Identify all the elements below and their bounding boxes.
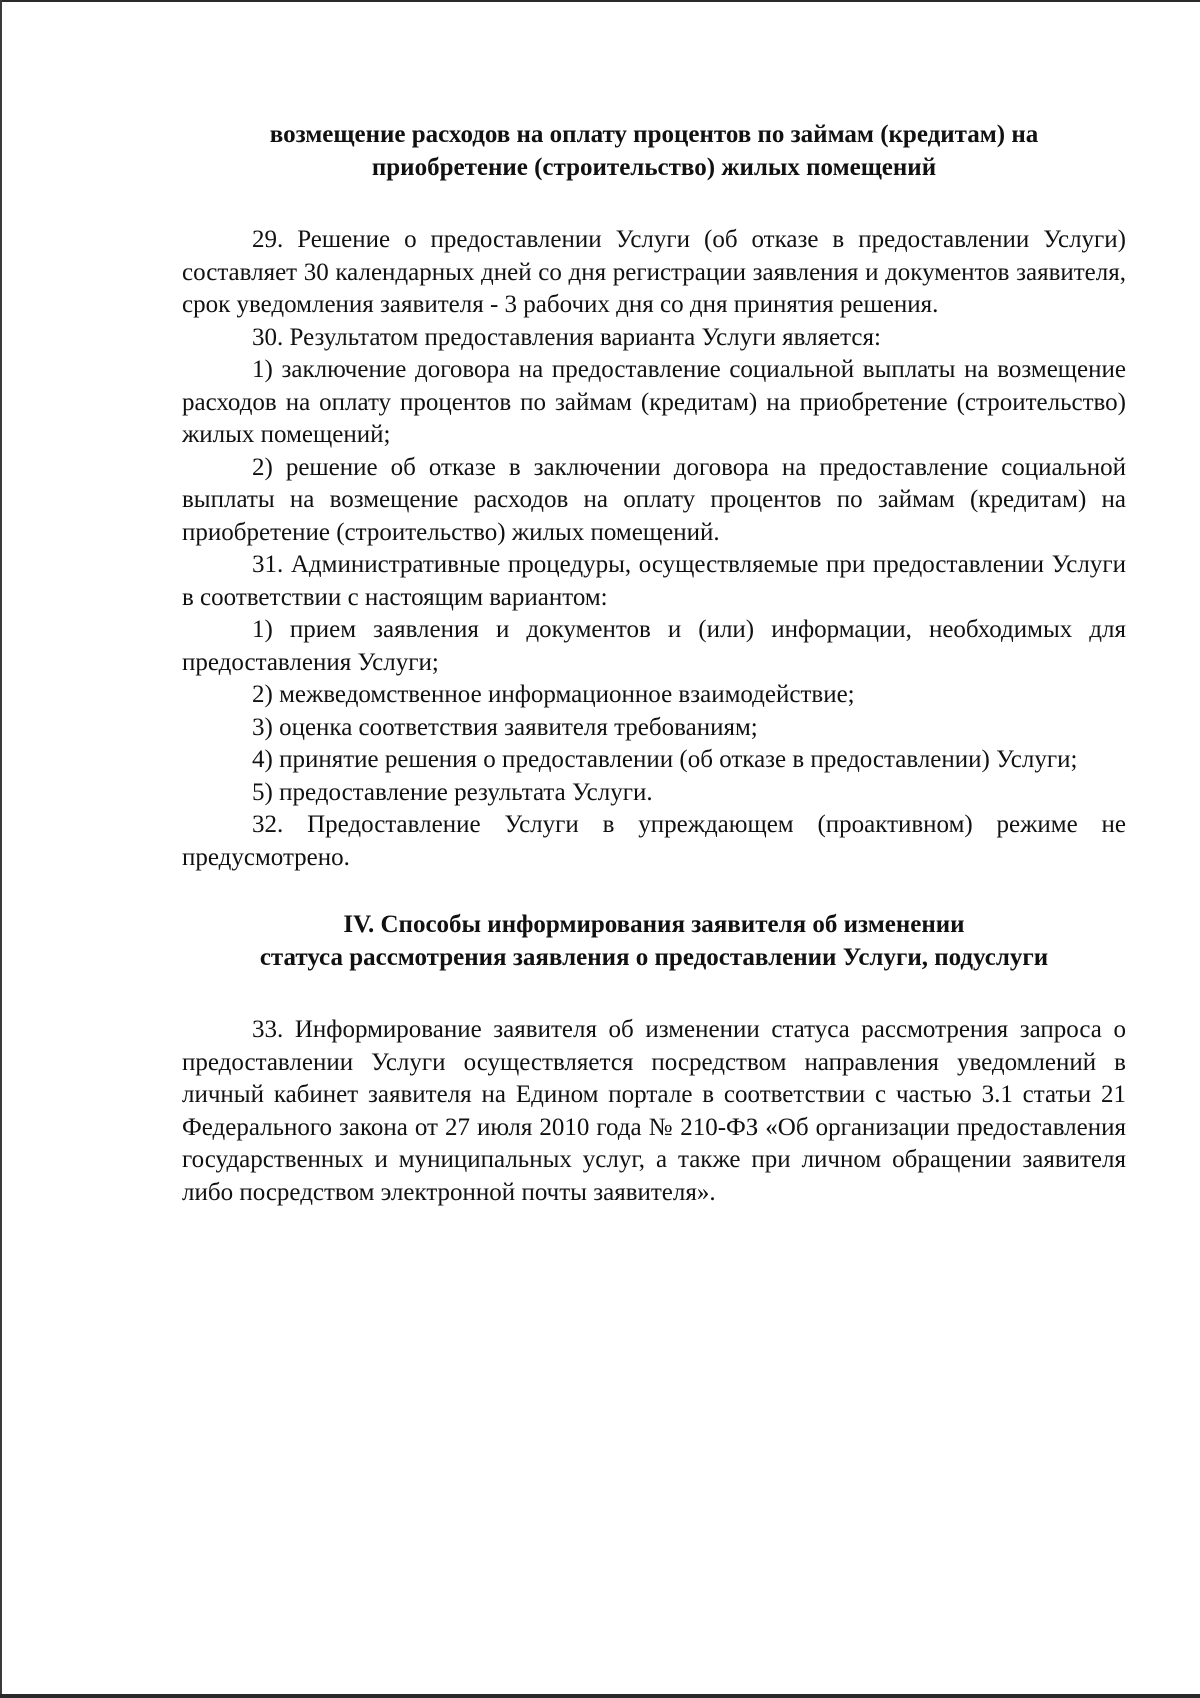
section-heading-payment-reimbursement (182, 118, 1126, 184)
spacer (182, 184, 1126, 224)
heading-line: приобретение (строительство) жилых помещений (371, 154, 937, 181)
paragraph-32: 32. Предоставление Услуги в упреждающем (проактивном) режиме не предусмотрено. (182, 811, 1126, 871)
heading-line: IV. Способы информирования заявителя об изменении (343, 911, 965, 938)
paragraph-30: 30. Результатом предоставления варианта Услуги является: (252, 323, 881, 351)
paragraph-31-item-2: 2) межведомственное информационное взаимодействие; (252, 681, 855, 708)
paragraph-30-item-2: 2) решение об отказе в заключении договора на предоставление социальной выплаты на возмещение расходов на оплату процентов по займам (кредитам) на приобретение (строительство) жилых помещений. (182, 453, 1126, 546)
spacer (182, 874, 1126, 908)
heading-line: статуса рассмотрения заявления о предоставлении Услуги, подуслуги (259, 944, 1049, 971)
section-body-1 (182, 224, 1126, 874)
paragraph-33: 33. Информирование заявителя об изменении статуса рассмотрения запроса о предоставлении Услуги осуществляется посредством направления уведомлений в личный кабинет заявителя на Едином портале в соответствии с частью 3.1 статьи 21 Федерального закона от 27 июля 2010 года № 210-ФЗ «Об организации предоставления государственных и муниципальных услуг, а также при личном обращении заявителя либо посредством электронной почты заявителя». (182, 1016, 1126, 1206)
paragraph-29: 29. Решение о предоставлении Услуги (об отказе в предоставлении Услуги) составляет 30 календарных дней со дня регистрации заявления и документов заявителя, срок уведомления заявителя - 3 рабочих дня со дня принятия решения. (182, 226, 1126, 318)
heading-line: возмещение расходов на оплату процентов по займам (кредитам) на (269, 121, 1039, 148)
scan-edge-top (0, 0, 1200, 2)
paragraph-31-item-4: 4) принятие решения о предоставлении (об отказе в предоставлении) Услуги; (252, 746, 1078, 773)
paragraph-31-item-3: 3) оценка соответствия заявителя требованиям; (252, 713, 758, 741)
scan-edge-bottom (0, 1694, 1200, 1698)
document-page (182, 118, 1126, 1209)
section-body-2 (182, 1014, 1126, 1209)
scan-edge-left (0, 0, 2, 1698)
paragraph-30-item-1: 1) заключение договора на предоставление социальной выплаты на возмещение расходов на оплату процентов по займам (кредитам) на приобретение (строительство) жилых помещений; (182, 356, 1126, 448)
paragraph-31: 31. Административные процедуры, осуществляемые при предоставлении Услуги в соответствии с настоящим вариантом: (182, 551, 1126, 611)
section-heading-iv (182, 908, 1126, 974)
paragraph-31-item-5: 5) предоставление результата Услуги. (252, 778, 653, 806)
paragraph-31-item-1: 1) прием заявления и документов и (или) информации, необходимых для предоставления Услуги; (182, 616, 1126, 676)
spacer (182, 974, 1126, 1014)
